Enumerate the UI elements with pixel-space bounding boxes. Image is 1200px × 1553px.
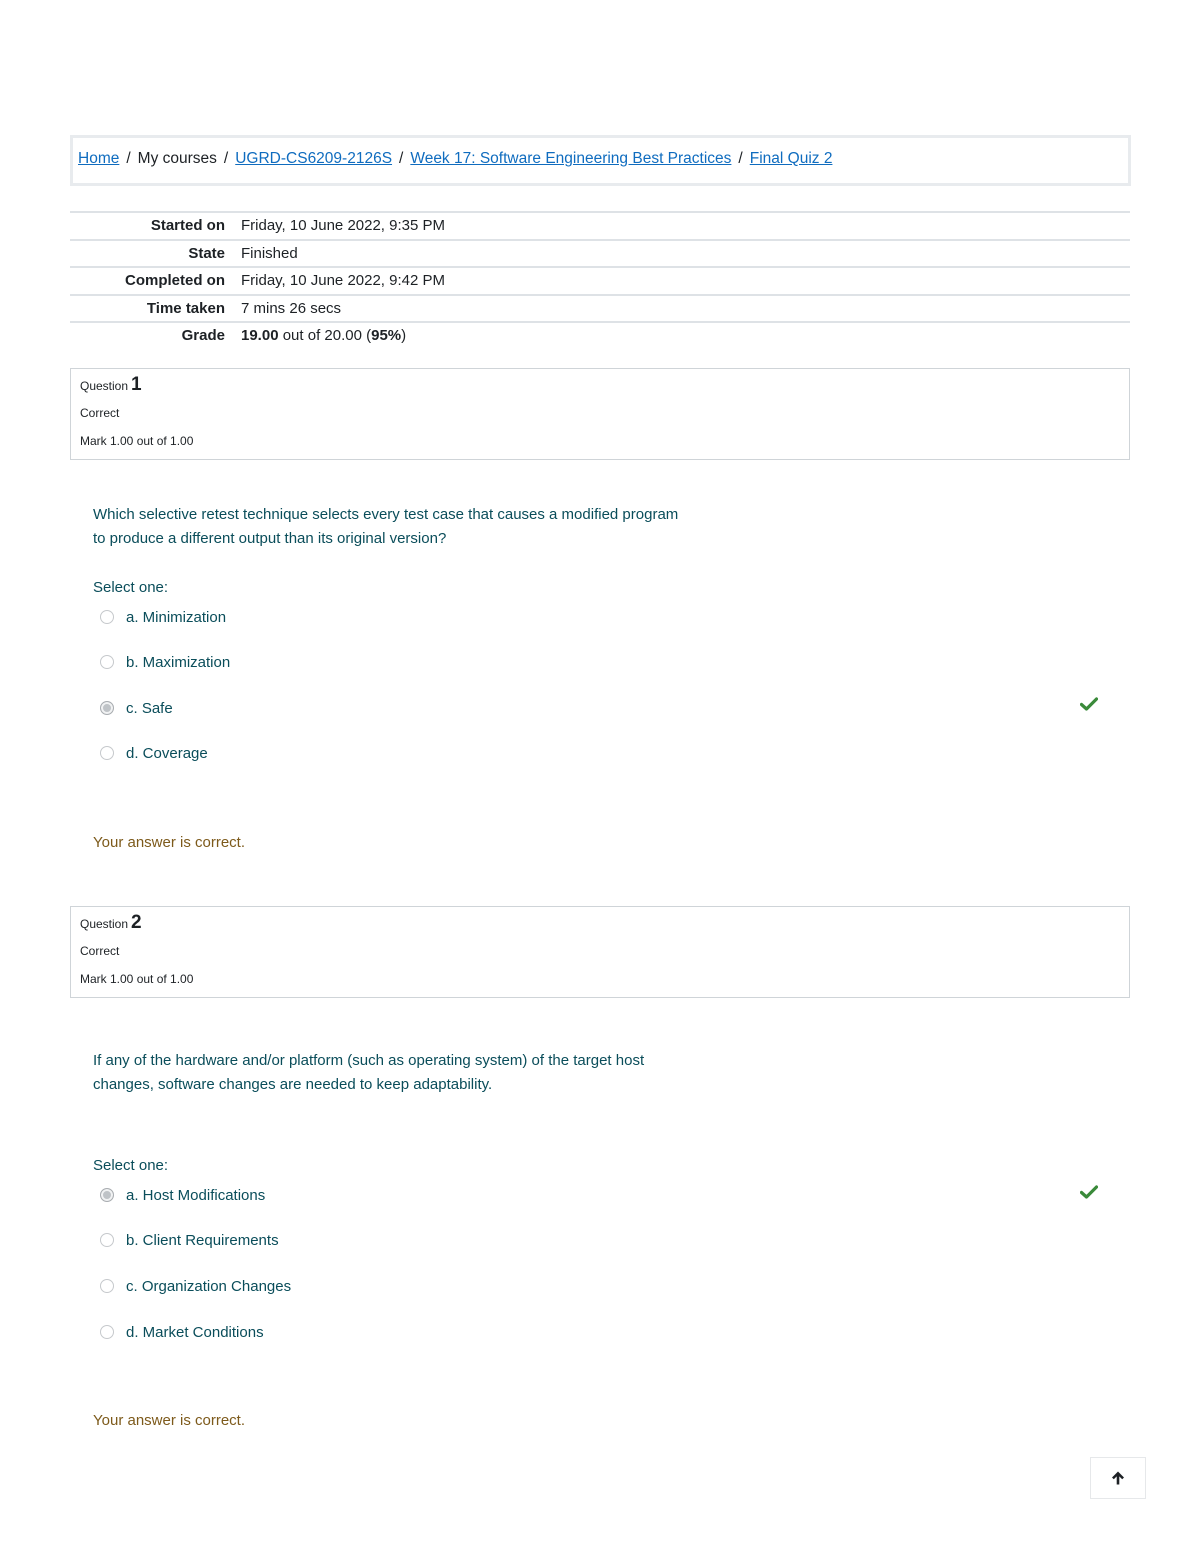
option-label: b. Client Requirements [126, 1231, 279, 1249]
summary-row-time-taken [70, 294, 1130, 322]
check-icon [1080, 697, 1098, 711]
summary-label: Completed on [125, 272, 225, 289]
question-number-value: 1 [131, 374, 142, 395]
question-1-option-a[interactable] [100, 606, 226, 628]
question-2-option-c[interactable] [100, 1275, 291, 1297]
grade-out-of: out of 20.00 ( [278, 327, 372, 344]
question-1-info [70, 368, 1130, 460]
question-1-option-d[interactable] [100, 742, 208, 764]
option-label: c. Safe [126, 699, 173, 717]
breadcrumb-my-courses: My courses [137, 150, 217, 167]
summary-label: State [188, 244, 225, 262]
summary-value: Friday, 10 June 2022, 9:42 PM [241, 272, 446, 289]
summary-value: 7 mins 26 secs [241, 299, 342, 317]
question-state: Correct [80, 944, 120, 958]
grade-value [241, 327, 406, 344]
question-mark: Mark 1.00 out of 1.00 [80, 434, 194, 448]
breadcrumb-quiz-link[interactable]: Final Quiz 2 [749, 150, 833, 167]
summary-row-grade [70, 321, 1130, 349]
question-label: Question [80, 379, 129, 393]
question-2-feedback: Your answer is correct. [93, 1412, 246, 1429]
breadcrumb-separator: / [223, 150, 229, 167]
grade-close-paren: ) [401, 327, 407, 344]
question-label: Question [80, 917, 129, 931]
question-1-option-c[interactable] [100, 697, 173, 719]
option-label: d. Market Conditions [126, 1323, 264, 1341]
breadcrumb [78, 150, 832, 168]
summary-value: Finished [241, 244, 298, 262]
radio-button-selected[interactable] [100, 1188, 114, 1202]
arrow-up-icon [1110, 1470, 1126, 1486]
summary-row-state [70, 239, 1130, 267]
question-state: Correct [80, 406, 120, 420]
check-icon [1080, 1185, 1098, 1199]
option-label: a. Minimization [126, 608, 227, 626]
radio-button[interactable] [100, 1233, 114, 1247]
breadcrumb-separator: / [738, 150, 743, 167]
breadcrumb-separator: / [399, 150, 404, 167]
question-number-value: 2 [131, 912, 142, 933]
question-2-option-d[interactable] [100, 1321, 264, 1343]
question-number [80, 912, 142, 934]
summary-label: Started on [150, 217, 225, 234]
radio-button-selected[interactable] [100, 701, 114, 715]
summary-row-started [70, 211, 1130, 239]
attempt-summary-table [70, 211, 1130, 349]
breadcrumb-separator: / [126, 150, 131, 167]
breadcrumb-home-link[interactable]: Home [78, 150, 120, 167]
summary-label: Time taken [146, 299, 225, 317]
question-2-prompt: Select one: [93, 1157, 169, 1174]
question-2-text: If any of the hardware and/or platform (such as operating system) of the target host changes, software changes are needed to keep adaptability. [93, 1052, 645, 1093]
radio-button[interactable] [100, 1325, 114, 1339]
breadcrumb-container [70, 135, 1131, 186]
radio-button[interactable] [100, 746, 114, 760]
grade-score: 19.00 [241, 327, 279, 344]
radio-button[interactable] [100, 655, 114, 669]
summary-value: Friday, 10 June 2022, 9:35 PM [241, 217, 446, 234]
question-number [80, 374, 142, 396]
summary-row-completed [70, 266, 1130, 294]
back-to-top-button[interactable] [1090, 1457, 1146, 1499]
question-2-info [70, 906, 1130, 998]
question-1-feedback: Your answer is correct. [93, 834, 246, 851]
question-2-option-b[interactable] [100, 1229, 279, 1251]
radio-button[interactable] [100, 1279, 114, 1293]
question-1-option-b[interactable] [100, 651, 230, 673]
breadcrumb-course-link[interactable]: UGRD-CS6209-2126S [235, 150, 393, 167]
breadcrumb-week-link[interactable]: Week 17: Software Engineering Best Practices [410, 150, 732, 167]
question-2-option-a[interactable] [100, 1184, 265, 1206]
option-label: a. Host Modifications [126, 1186, 266, 1204]
option-label: b. Maximization [126, 653, 231, 671]
option-label: c. Organization Changes [126, 1277, 292, 1295]
option-label: d. Coverage [126, 744, 208, 762]
radio-button[interactable] [100, 610, 114, 624]
question-1-prompt: Select one: [93, 579, 169, 596]
question-1-text: Which selective retest technique selects every test case that causes a modified program to produce a different output than its original version? [93, 506, 679, 547]
question-mark: Mark 1.00 out of 1.00 [80, 972, 194, 986]
summary-label: Grade [181, 327, 225, 344]
grade-percent: 95% [371, 327, 402, 344]
